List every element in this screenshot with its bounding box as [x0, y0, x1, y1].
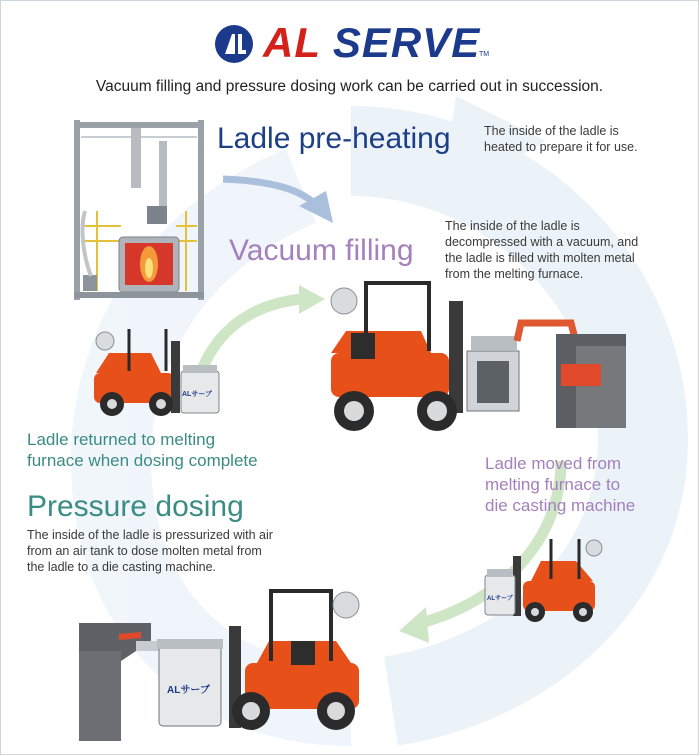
pressure-description [27, 527, 273, 575]
ladle-label-moved: ALサーブ [487, 596, 513, 602]
moved-label [485, 453, 635, 516]
vacuum-desc-line: the ladle is filled with molten metal [445, 251, 635, 265]
pressure-desc-line: from an air tank to dose molten metal from [27, 544, 262, 558]
pressure-desc-line: the ladle to a die casting machine. [27, 560, 217, 574]
preheat-desc-line: heated to prepare it for use. [484, 140, 638, 154]
preheat-description [484, 123, 638, 155]
ladle-label-pressure: ALサーブ [167, 685, 210, 696]
preheat-title: Ladle pre-heating [217, 122, 451, 155]
vacuum-description [445, 218, 638, 282]
brand-name-prefix: AL [263, 19, 321, 66]
returned-label-line: Ladle returned to melting [27, 430, 216, 449]
vacuum-desc-line: from the melting furnace. [445, 267, 584, 281]
preheat-desc-line: The inside of the ladle is [484, 124, 619, 138]
vacuum-desc-line: The inside of the ladle is [445, 219, 580, 233]
pressure-title: Pressure dosing [27, 490, 244, 523]
vacuum-desc-line: decompressed with a vacuum, and [445, 235, 639, 249]
brand-name-suffix: SERVE [320, 19, 481, 66]
returned-label-line: furnace when dosing complete [27, 451, 258, 470]
illustration-layer [1, 1, 698, 754]
brand-logo-icon [214, 24, 254, 64]
pressure-desc-line: The inside of the ladle is pressurized with air [27, 528, 273, 542]
moved-label-line: Ladle moved from [485, 454, 622, 473]
vacuum-title: Vacuum filling [229, 234, 414, 267]
returned-label [27, 429, 258, 471]
moved-label-line: melting furnace to [485, 475, 621, 494]
page-subtitle: Vacuum filling and pressure dosing work can be carried out in succession. [95, 78, 604, 95]
brand-name [263, 19, 480, 67]
moved-label-line: die casting machine [485, 496, 636, 515]
ladle-label-return: ALサーブ [182, 391, 212, 398]
trademark-mark: TM [479, 51, 490, 58]
